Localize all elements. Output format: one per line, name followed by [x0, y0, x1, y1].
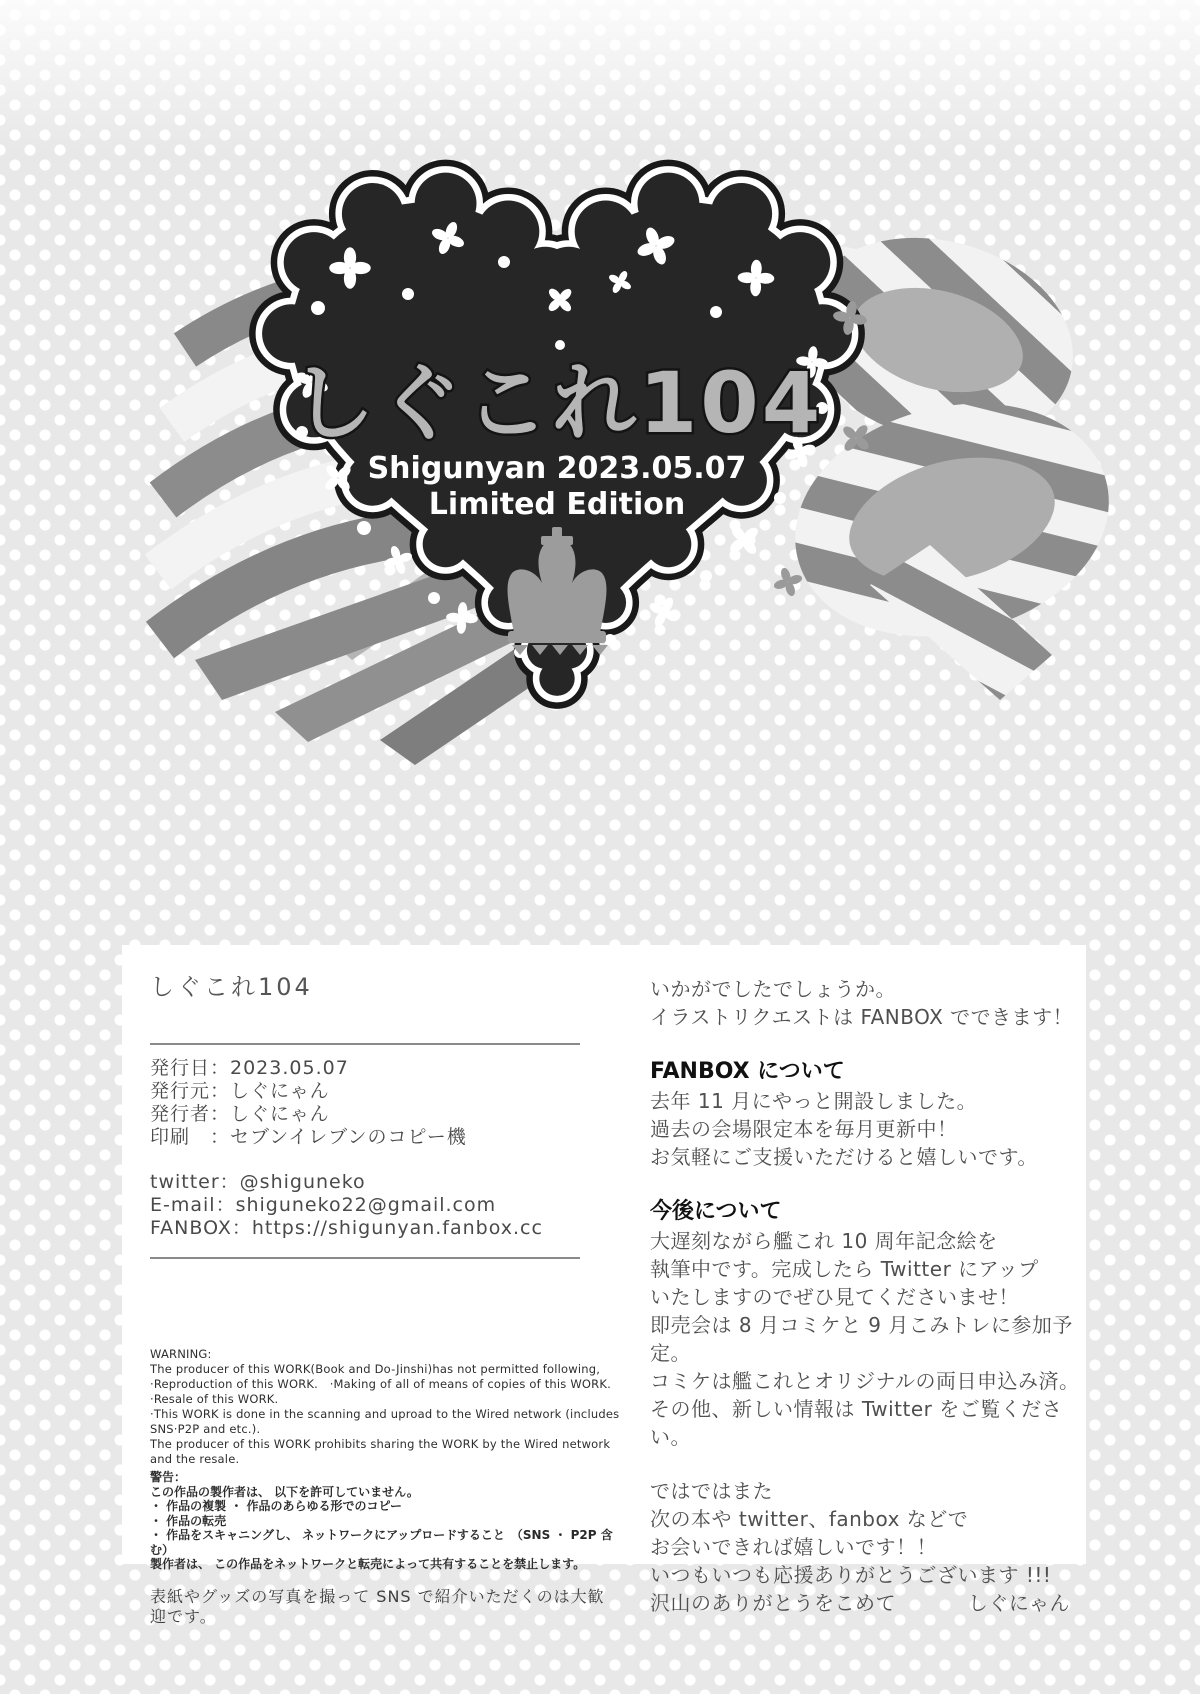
- author-line: 発行者：しぐにゃん: [150, 1103, 330, 1125]
- warning-en-line: WARNING:: [150, 1347, 212, 1361]
- closing-line: いつもいつも応援ありがとうございます !!!: [650, 1563, 1052, 1587]
- publication-info: [150, 1057, 620, 1149]
- email-line: E-mail：shiguneko22@gmail.com: [150, 1194, 497, 1216]
- afterword-column: [650, 975, 1080, 1617]
- logo-title: しぐこれ104: [290, 354, 824, 452]
- warning-en-line: The producer of this WORK prohibits sharing the WORK by the Wired network and the resale.: [150, 1437, 611, 1466]
- warning-jp-line: ・ 作品の複製 ・ 作品のあらゆる形でのコピー: [150, 1499, 403, 1513]
- closing-message: [650, 1477, 1080, 1617]
- contact-info: [150, 1171, 620, 1240]
- future-section-line: いたしますのでぜひ見てくださいませ！: [650, 1285, 1019, 1309]
- colophon-left-column: [150, 972, 620, 1627]
- warning-en-line: ·Resale of this WORK.: [150, 1392, 279, 1406]
- warning-japanese: [150, 1470, 620, 1572]
- author-signature: しぐにゃん: [967, 1591, 1070, 1615]
- logo-edition: Limited Edition: [428, 487, 686, 522]
- twitter-line: twitter：@shiguneko: [150, 1171, 366, 1193]
- warning-jp-line: この作品の製作者は、 以下を許可していません。: [150, 1484, 419, 1499]
- divider: [150, 1043, 580, 1045]
- future-section-line: その他、新しい情報は Twitter をご覧ください。: [650, 1397, 1063, 1449]
- future-section-line: コミケは艦これとオリジナルの両日申込み済。: [650, 1369, 1080, 1393]
- closing-line: 次の本や twitter、fanbox などで: [650, 1507, 969, 1531]
- future-section-line: 執筆中です。完成したら Twitter にアップ: [650, 1257, 1039, 1281]
- warning-en-line: The producer of this WORK(Book and Do-Jinshi)has not permitted following,: [150, 1362, 601, 1376]
- publisher-line: 発行元：しぐにゃん: [150, 1080, 330, 1102]
- future-section-heading: 今後について: [650, 1199, 782, 1224]
- warning-english: [150, 1347, 620, 1467]
- closing-line: お会いできれば嬉しいです！！: [650, 1535, 937, 1559]
- fanbox-section-line: 過去の会場限定本を毎月更新中！: [650, 1117, 958, 1141]
- sns-welcome-note: 表紙やグッズの写真を撮って SNS で紹介いただくのは大歓迎です。: [150, 1586, 605, 1626]
- afterword-intro-line: いかがでしたでしょうか。: [650, 977, 896, 1001]
- afterword-intro-line: イラストリクエストは FANBOX でできます！: [650, 1005, 1074, 1029]
- fanbox-section-line: 去年 11 月にやっと開設しました。: [650, 1089, 978, 1113]
- fanbox-section-line: お気軽にご支援いただけると嬉しいです。: [650, 1145, 1038, 1169]
- book-title: しぐこれ104: [150, 973, 313, 1001]
- warning-en-line: ·This WORK is done in the scanning and uproad to the Wired network (includes SNS·P2P and etc.).: [150, 1407, 620, 1436]
- closing-line: ではではまた: [650, 1479, 773, 1503]
- warning-en-line: ·Reproduction of this WORK. ·Making of all of means of copies of this WORK.: [150, 1377, 611, 1391]
- warning-jp-line: 警告：: [150, 1470, 187, 1484]
- divider: [150, 1257, 580, 1259]
- warning-jp-line: ・ 作品の転売: [150, 1513, 227, 1528]
- future-section-line: 大遅刻ながら艦これ 10 周年記念絵を: [650, 1229, 998, 1253]
- closing-thanks: 沢山のありがとうをこめて: [650, 1591, 896, 1615]
- colophon-panel: [122, 945, 1086, 1626]
- warning-jp-line: 製作者は、 この作品をネットワークと転売によって共有することを禁止します。: [150, 1557, 586, 1571]
- future-section-line: 即売会は 8 月コミケと 9 月こみトレに参加予定。: [650, 1313, 1073, 1365]
- printing-line: 印刷 ：セブンイレブンのコピー機: [150, 1126, 467, 1148]
- fanbox-line: FANBOX：https://shigunyan.fanbox.cc: [150, 1217, 543, 1239]
- logo-artwork: [0, 0, 1200, 790]
- logo-subtitle: Shigunyan 2023.05.07: [367, 451, 747, 486]
- warning-jp-line: ・ 作品をスキャニングし、 ネットワークにアップロードすること （SNS ・ P2P 含む）: [150, 1528, 613, 1557]
- signature-line: [650, 1589, 1070, 1617]
- fanbox-section-heading: FANBOX について: [650, 1059, 845, 1084]
- publish-date-line: 発行日：2023.05.07: [150, 1057, 349, 1079]
